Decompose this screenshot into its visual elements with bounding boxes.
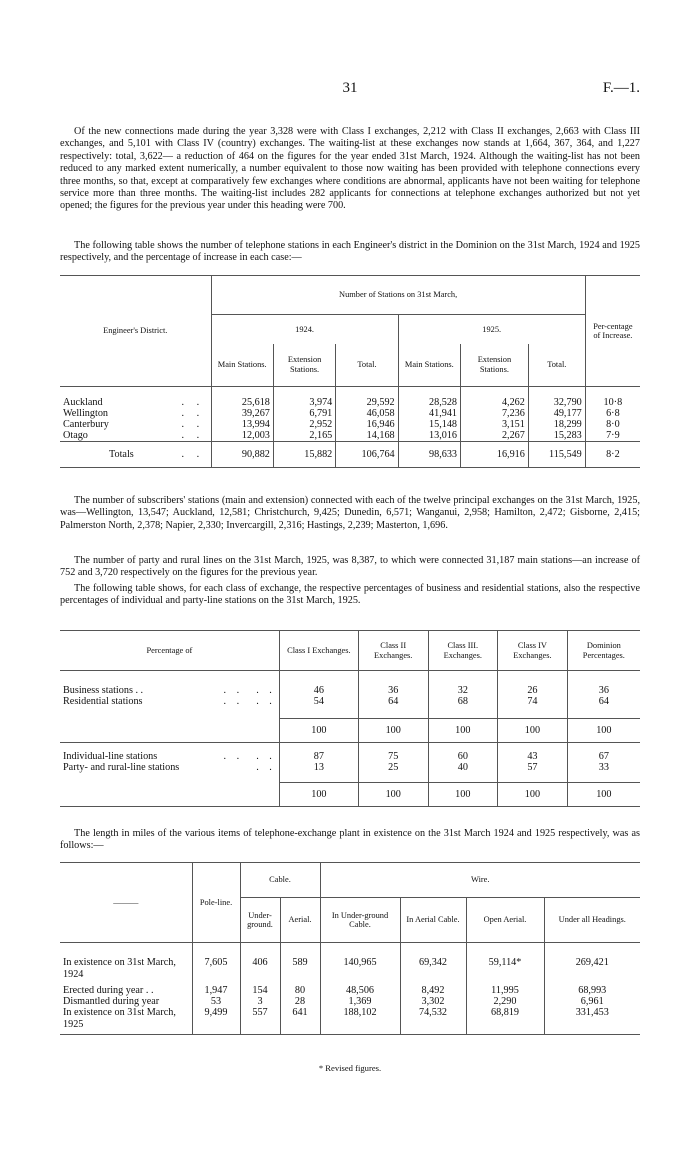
table-row: Residential stations . . . . 54 64 68 74 64	[60, 696, 640, 707]
col-class-1: Class I Exchanges.	[279, 631, 358, 671]
stations-by-district-table	[60, 275, 640, 468]
paragraph-table3-intro: The length in miles of the various items of telephone-exchange plant in existence on the 31st March 1924 and 1925 respectively, was as follows:—	[60, 828, 640, 852]
col-in-aerial-cable: In Aerial Cable.	[400, 898, 466, 943]
col-total-1924: Total.	[336, 344, 398, 387]
col-class-3: Class III. Exchanges.	[428, 631, 498, 671]
table-row: In existence on 31st March, 1924 7,605 406 589 140,965 69,342 59,114* 269,421	[60, 957, 640, 985]
footnote: * Revised figures.	[318, 1063, 382, 1073]
col-main-1925: Main Stations.	[398, 344, 460, 387]
col-district: Engineer's District.	[103, 326, 168, 336]
table-row: Erected during year . . 1,947 154 80 48,506 8,492 11,995 68,993	[60, 985, 640, 996]
table-row: Business stations . . . . . . 46 36 32 26 36	[60, 685, 640, 696]
table-row: Wellington . . 39,267 6,791 46,058 41,941 7,236 49,177 6·8	[60, 408, 640, 419]
col-in-underground-cable: In Under-ground Cable.	[320, 898, 400, 943]
paragraph-new-connections: Of the new connections made during the year 3,328 were with Class I exchanges, 2,212 with Class II exchanges, 2,663 with Class III exchanges, and 5,101 with Class IV (country) exchanges. The waiting-list at these exchanges now stands at 1,664, 367, 364, and 1,227 respectively: total, 3,622— a reduction of 464 on the figures for the year ended 31st March, 1924. Although the waiting-list has not been reduced to any marked extent numerically, a number equivalent to those now waiting has been provided with telephone connections every three months, so that, except at comparatively few exchanges where conditions are abnormal, applicants have not been waiting for telephone service more than three months. The waiting-list includes 282 applicants for connections at telephone exchanges authorized but not yet opened; the figures for the previous year under this heading were 700.	[60, 126, 640, 212]
col-blank: ———	[113, 897, 139, 907]
sum-row: 100 100 100 100 100	[60, 783, 640, 807]
page-number: 31	[342, 80, 358, 96]
table-row: In existence on 31st March, 1925 9,499 557 641 188,102 74,532 68,819 331,453	[60, 1007, 640, 1035]
col-dominion: Dominion Percentages.	[567, 631, 640, 671]
col-class-2: Class II Exchanges.	[358, 631, 428, 671]
col-ext-1925: Extension Stations.	[461, 344, 529, 387]
section-code: F.—1.	[602, 80, 640, 96]
col-number-of-stations: Number of Stations on 31st March,	[211, 276, 585, 315]
paragraph-principal-exchanges: The number of subscribers' stations (main and extension) connected with each of the twelve principal exchanges on the 31st March, 1925, was—Wellington, 13,547; Auckland, 12,581; Christchurch, 9,425; Dunedin, 6,571; Wanganui, 2,958; Hamilton, 2,472; Gisborne, 2,415; Palmerston North, 2,378; Napier, 2,330; Invercargill, 2,316; Hastings, 2,239; Masterton, 1,696.	[60, 495, 640, 531]
col-cable: Cable.	[240, 863, 320, 898]
col-1925: 1925.	[398, 315, 585, 344]
col-wire: Wire.	[320, 863, 640, 898]
paragraph-table2-intro: The following table shows, for each class of exchange, the respective percentages of business and residential stations, also the respective percentages of individual and party-line stations on the 31st March, 1925.	[60, 583, 640, 607]
table-row: Party- and rural-line stations . . 13 25 40 57 33	[60, 762, 640, 773]
sum-row: 100 100 100 100 100	[60, 719, 640, 743]
col-class-4: Class IV Exchanges.	[498, 631, 568, 671]
totals-row: Totals . . 90,882 15,882 106,764 98,633 16,916 115,549 8·2	[60, 441, 640, 467]
paragraph-table1-intro: The following table shows the number of telephone stations in each Engineer's district in the Dominion on the 31st March, 1924 and 1925 respectively, and the percentage of increase in each case:—	[60, 240, 640, 264]
table-row: Individual-line stations . . . . 87 75 60 43 67	[60, 751, 640, 762]
col-percentage: Per-centage of Increase.	[585, 276, 640, 387]
page-header	[60, 80, 640, 100]
table-row: Otago . . 12,003 2,165 14,168 13,016 2,267 15,283 7·9	[60, 430, 640, 442]
col-open-aerial: Open Aerial.	[466, 898, 544, 943]
col-1924: 1924.	[211, 315, 398, 344]
col-aerial: Aerial.	[280, 898, 320, 943]
paragraph-party-lines: The number of party and rural lines on the 31st March, 1925, was 8,387, to which were connected 31,187 main stations—an increase of 752 and 3,720 respectively on the figures for the previous year.	[60, 555, 640, 579]
table-row: Auckland . . 25,618 3,974 29,592 28,528 4,262 32,790 10·8	[60, 397, 640, 408]
col-underground: Under-ground.	[240, 898, 280, 943]
table-row: Canterbury . . 13,994 2,952 16,946 15,148 3,151 18,299 8·0	[60, 419, 640, 430]
col-total-1925: Total.	[528, 344, 585, 387]
col-ext-1924: Extension Stations.	[273, 344, 335, 387]
percentages-table	[60, 630, 640, 807]
table-row: Dismantled during year 53 3 28 1,369 3,302 2,290 6,961	[60, 996, 640, 1007]
col-under-all: Under all Headings.	[544, 898, 640, 943]
col-pole-line: Pole-line.	[192, 863, 240, 943]
col-percentage-of: Percentage of	[146, 645, 193, 655]
plant-length-table	[60, 862, 640, 1035]
col-main-1924: Main Stations.	[211, 344, 273, 387]
